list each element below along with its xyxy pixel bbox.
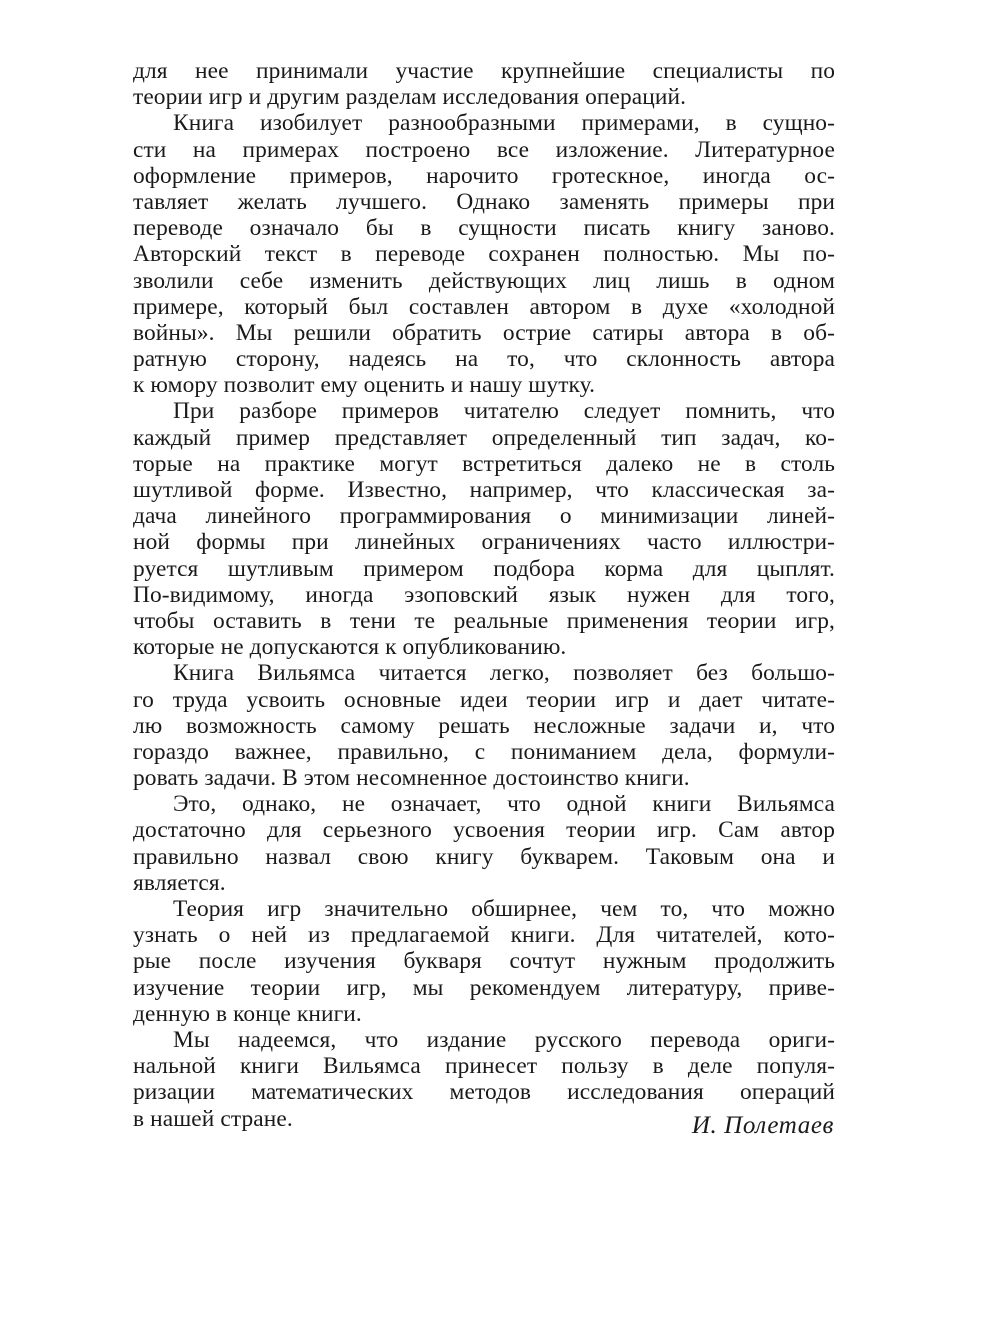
text-line: По-видимому, иногда эзоповский язык нужен для того, [133, 581, 835, 608]
text-line: в нашей стране. [133, 1105, 293, 1132]
paragraph [133, 398, 835, 660]
paragraph [133, 791, 835, 896]
text-line: примере, который был составлен автором в духе «холодной [133, 293, 835, 320]
text-line: тавляет желать лучшего. Однако заменять примеры при [133, 188, 835, 215]
text-line: для нее принимали участие крупнейшие специалисты по [133, 58, 835, 84]
text-line: рые после изучения букваря сочтут нужным продолжить [133, 948, 835, 975]
text-line: ризации математических методов исследования операций [133, 1079, 835, 1106]
text-line: дача линейного программирования о минимизации линей- [133, 503, 835, 530]
text-line: зволили себе изменить действующих лиц лишь в одном [133, 267, 835, 294]
text-line: достаточно для серьезного усвоения теории игр. Сам автор [133, 817, 835, 844]
text-line: торые на практике могут встретиться далеко не в столь [133, 450, 835, 477]
text-line: сти на примерах построено все изложение. Литературное [133, 136, 835, 163]
text-line: го труда усвоить основные идеи теории игр и дает читате- [133, 686, 835, 713]
text-line: каждый пример представляет определенный тип задач, ко- [133, 424, 835, 451]
text-line: ровать задачи. В этом несомненное достоинство книги. [133, 765, 690, 792]
text-line: Книга изобилует разнообразными примерами, в сущно- [173, 110, 835, 137]
paragraph [133, 110, 835, 398]
text-line: лю возможность самому решать несложные задачи и, что [133, 712, 835, 739]
text-line: теории игр и другим разделам исследования операций. [133, 84, 687, 111]
text-line: является. [133, 869, 226, 896]
text-line: к юмору позволит ему оценить и нашу шутку. [133, 372, 596, 399]
text-line: ратную сторону, надеясь на то, что склонность автора [133, 346, 835, 373]
text-line: руется шутливым примером подбора корма для цыплят. [133, 555, 835, 582]
paragraph [133, 896, 835, 1027]
author-signature: И. Полетаев [691, 1112, 834, 1139]
text-line: денную в конце книги. [133, 1000, 362, 1027]
text-line: Книга Вильямса читается легко, позволяет без большо- [173, 660, 835, 687]
text-line: переводе означало бы в сущности писать книгу заново. [133, 215, 835, 242]
text-line: Мы надеемся, что издание русского перевода ориги- [173, 1026, 835, 1053]
text-line: Теория игр значительно обширнее, чем то, что можно [173, 896, 835, 922]
paragraph [133, 58, 835, 110]
text-line: шутливой форме. Известно, например, что классическая за- [133, 477, 835, 503]
document-body [133, 58, 835, 1132]
text-line: войны». Мы решили обратить острие сатиры автора в об- [133, 319, 835, 346]
text-line: изучение теории игр, мы рекомендуем литературу, приве- [133, 974, 835, 1001]
text-line: гораздо важнее, правильно, с пониманием дела, формули- [133, 738, 835, 765]
text-line: Это, однако, не означает, что одной книги Вильямса [173, 791, 835, 818]
text-line: При разборе примеров читателю следует помнить, что [173, 398, 835, 425]
text-line: Авторский текст в переводе сохранен полностью. Мы по- [133, 241, 835, 268]
text-line: нальной книги Вильямса принесет пользу в деле популя- [133, 1053, 835, 1080]
text-line: ной формы при линейных ограничениях часто иллюстри- [133, 529, 835, 556]
text-line: узнать о ней из предлагаемой книги. Для читателей, кото- [133, 922, 835, 949]
text-line: правильно назвал свою книгу букварем. Таковым она и [133, 843, 835, 870]
text-line: которые не допускаются к опубликованию. [133, 634, 567, 661]
paragraph [133, 660, 835, 791]
text-line: чтобы оставить в тени те реальные применения теории игр, [133, 607, 835, 634]
text-line: оформление примеров, нарочито гротескное, иногда ос- [133, 162, 835, 189]
